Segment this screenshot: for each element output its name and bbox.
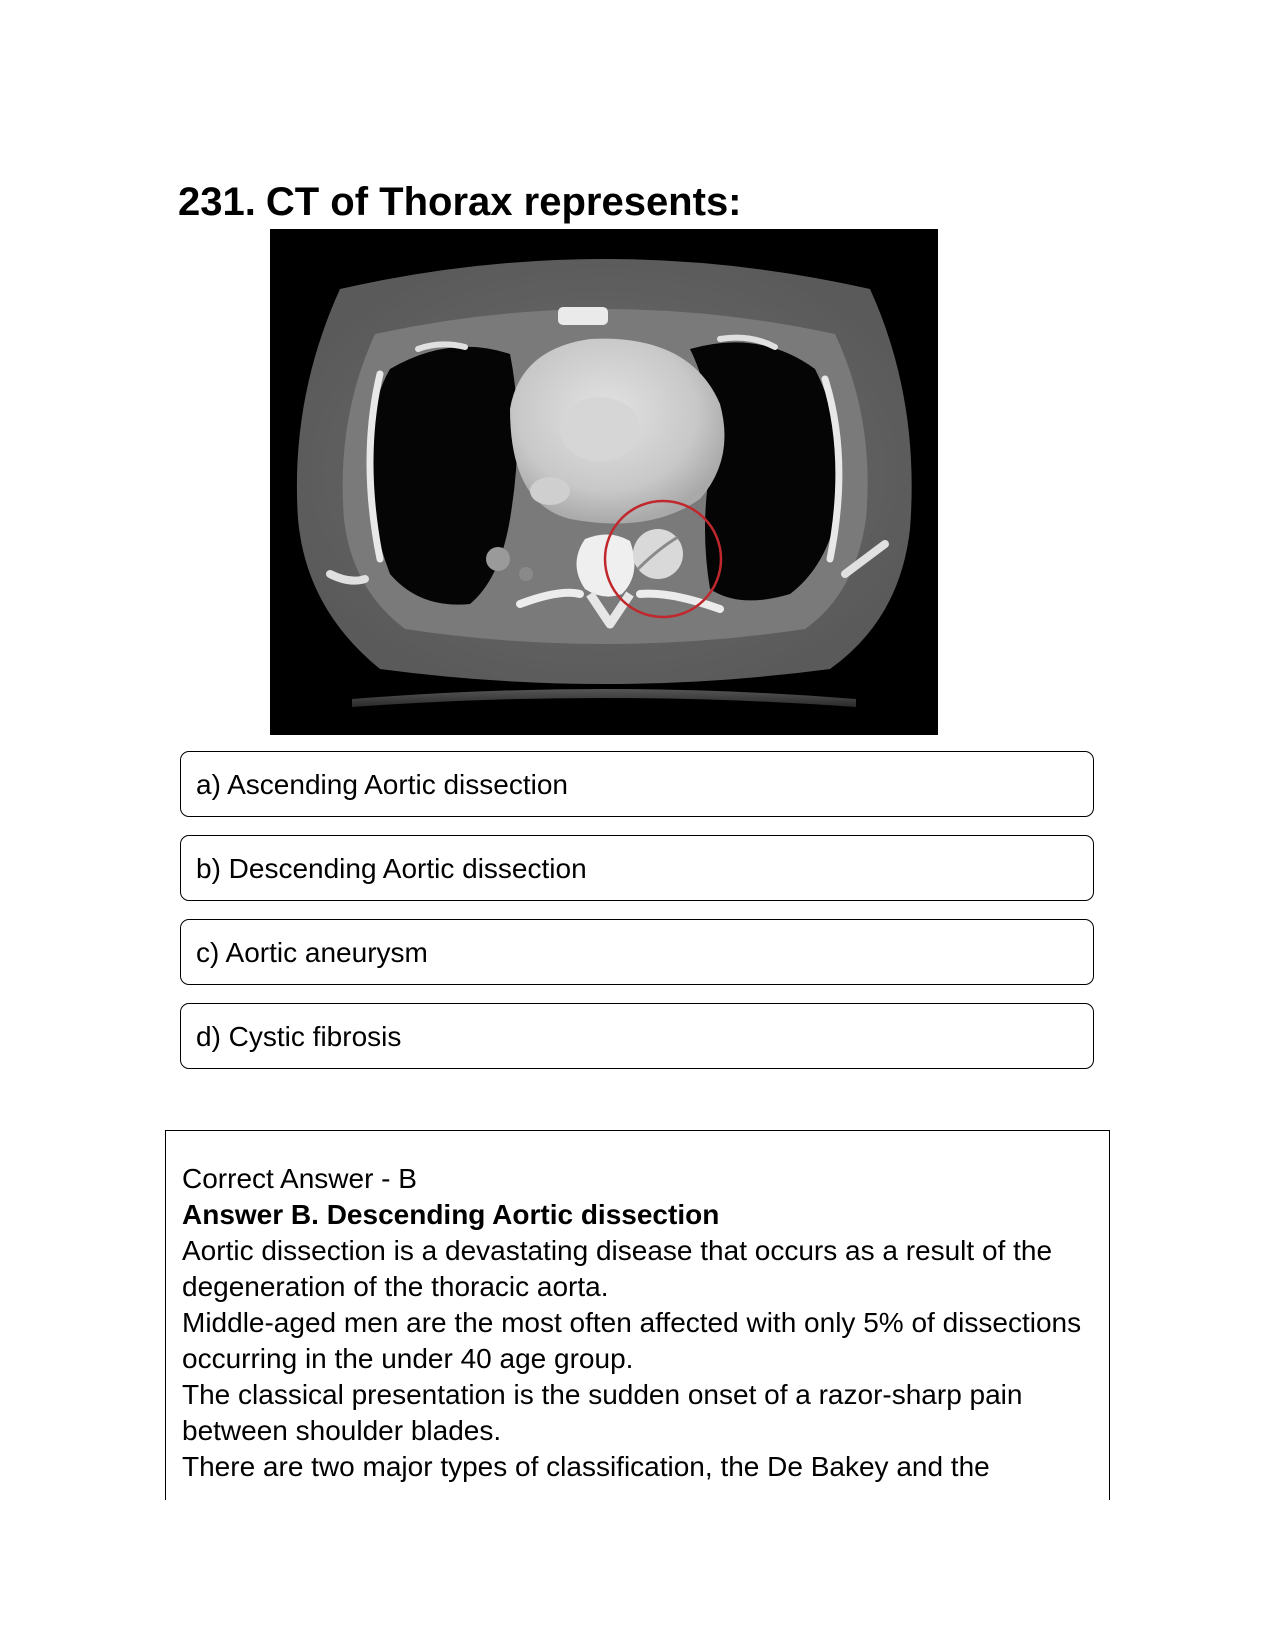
answer-explanation-box — [165, 1130, 1110, 1500]
correct-answer-line: Correct Answer - B — [182, 1163, 417, 1194]
answer-heading: Answer B. Descending Aortic dissection — [182, 1199, 720, 1230]
answer-content — [182, 1161, 1087, 1485]
explanation-paragraph: Aortic dissection is a devastating disease that occurs as a result of the degeneration of the thoracic aorta. — [182, 1235, 1053, 1302]
ct-scan-drawing — [270, 229, 938, 735]
explanation-paragraph: Middle-aged men are the most often affected with only 5% of dissections occurring in the under 40 age group. — [182, 1307, 1082, 1374]
ct-thorax-image — [270, 229, 938, 735]
option-a[interactable]: a) Ascending Aortic dissection — [180, 751, 1094, 817]
option-d[interactable]: d) Cystic fibrosis — [180, 1003, 1094, 1069]
option-b[interactable]: b) Descending Aortic dissection — [180, 835, 1094, 901]
option-c[interactable]: c) Aortic aneurysm — [180, 919, 1094, 985]
explanation-paragraph: The classical presentation is the sudden onset of a razor-sharp pain between shoulder blades. — [182, 1379, 1023, 1446]
question-number: 231. — [178, 180, 256, 224]
explanation-paragraph: There are two major types of classification, the De Bakey and the — [182, 1451, 990, 1482]
question-text: CT of Thorax represents: — [265, 180, 742, 224]
question-title — [178, 178, 742, 226]
